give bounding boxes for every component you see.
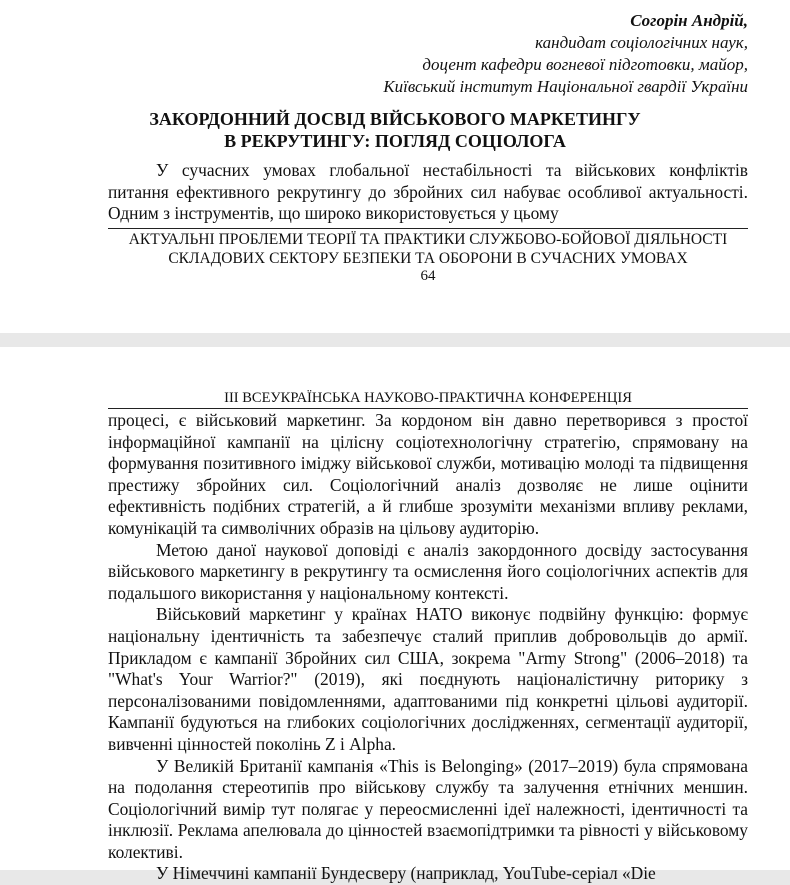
paragraph-purpose: Метою даної наукової доповіді є аналіз закордонного досвіду застосування військового маркетингу в рекрутингу та осмислення його соціологічних аспектів для подальшого використання у національному контексті. bbox=[108, 539, 748, 603]
author-degree: кандидат соціологічних наук, bbox=[535, 33, 748, 52]
author-position: доцент кафедри вогневої підготовки, майор, bbox=[422, 55, 748, 74]
author-block bbox=[383, 10, 748, 98]
page-number: 64 bbox=[420, 268, 436, 284]
paragraph-uk: У Великій Британії кампанія «This is Belonging» (2017–2019) була спрямована на подолання стереотипів про військову службу та залучення етнічних меншин. Соціологічний вимір тут полягає у переосмисленні ідеї належності, ідентичності та інклюзії. Реклама апелювала до цінностей взаємопідтримки та рівності у військовому колективі. bbox=[108, 755, 748, 862]
header-divider bbox=[108, 408, 748, 409]
article-title-line1: ЗАКОРДОННИЙ ДОСВІД ВІЙСЬКОВОГО МАРКЕТИНГУ bbox=[149, 109, 641, 129]
document-page-65 bbox=[0, 347, 790, 884]
body-text-page1 bbox=[108, 160, 748, 225]
footer-line2: СКЛАДОВИХ СЕКТОРУ БЕЗПЕКИ ТА ОБОРОНИ В СУЧАСНИХ УМОВАХ bbox=[168, 250, 688, 267]
paragraph-germany: У Німеччині кампанії Бундесверу (наприклад, YouTube-серіал «Die bbox=[156, 863, 656, 884]
continuation-paragraph: процесі, є військовий маркетинг. За кордоном він давно перетворився з простої інформаційної кампанії на цілісну соціотехнологічну стратегію, спрямовану на формування позитивного іміджу військової служби, мотивацію молоді та підвищення престижу збройних сил. Соціологічний аналіз дозволяє не лише оцінити ефективність подібних стратегій, а й глибше зрозуміти механізми впливу реклами, комунікацій та символічних образів на цільову аудиторію. bbox=[108, 410, 748, 538]
footer-divider bbox=[108, 228, 748, 229]
footer-line1: АКТУАЛЬНІ ПРОБЛЕМИ ТЕОРІЇ ТА ПРАКТИКИ СЛУЖБОВО-БОЙОВОЇ ДІЯЛЬНОСТІ bbox=[128, 231, 728, 248]
running-footer bbox=[108, 230, 748, 268]
body-text-page2 bbox=[108, 410, 748, 885]
intro-paragraph: У сучасних умовах глобальної нестабільності та військових конфліктів питання ефективного рекрутингу до збройних сил набуває особливої актуальності. Одним з інструментів, що широко використовується у цьому bbox=[108, 160, 748, 224]
author-name: Согорін Андрій, bbox=[630, 11, 748, 30]
article-title bbox=[0, 108, 790, 152]
author-institution: Київський інститут Національної гвардії України bbox=[383, 77, 748, 96]
paragraph-nato: Військовий маркетинг у країнах НАТО виконує подвійну функцію: формує національну ідентичність та забезпечує сталий приплив добровольців до армії. Прикладом є кампанії Збройних сил США, зокрема "Army Strong" (2006–2018) та "What's Your Warrior?" (2019), які поєднують націоналістичну риторику з персоналізованими повідомленнями, адаптованими під конкретні цільові аудиторії. Кампанії будуються на глибоких соціологічних дослідженнях, сегментації аудиторії, вивченні цінностей поколінь Z і Alpha. bbox=[108, 604, 748, 754]
article-title-line2: В РЕКРУТИНГУ: ПОГЛЯД СОЦІОЛОГА bbox=[224, 131, 566, 151]
document-page-64 bbox=[0, 0, 790, 333]
running-header: ІІІ ВСЕУКРАЇНСЬКА НАУКОВО-ПРАКТИЧНА КОНФЕРЕНЦІЯ bbox=[224, 390, 632, 406]
